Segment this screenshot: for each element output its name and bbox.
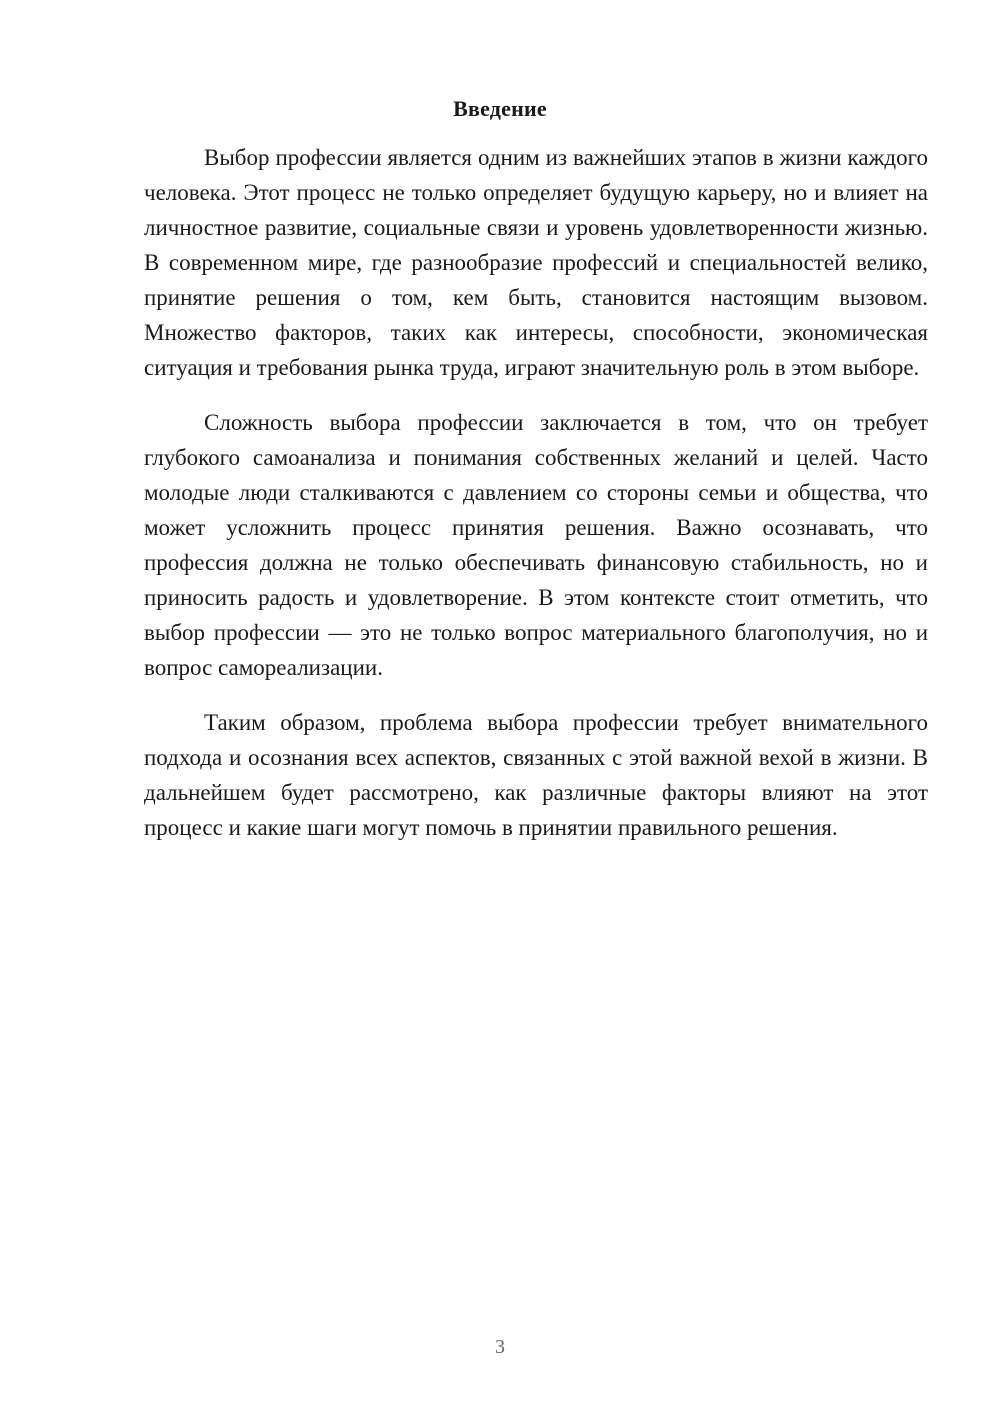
paragraph-3: Таким образом, проблема выбора профессии требует внимательного подхода и осознания всех аспектов, связанных с этой важной вехой в жизни. В дальнейшем будет рассмотрено, как различные факторы влияют на этот процесс и какие шаги могут помочь в принятии правильного решения. <box>144 710 928 840</box>
section-title: Введение <box>453 96 547 121</box>
paragraph-1: Выбор профессии является одним из важнейших этапов в жизни каждого человека. Этот процесс не только определяет будущую карьеру, но и влияет на личностное развитие, социальные связи и уровень удовлетворенности жизнью. В современном мире, где разнообразие профессий и специальностей велико, принятие решения о том, кем быть, становится настоящим вызовом. Множество факторов, таких как интересы, способности, экономическая ситуация и требования рынка труда, играют значительную роль в этом выборе. <box>144 145 928 380</box>
paragraph-2: Сложность выбора профессии заключается в том, что он требует глубокого самоанализа и понимания собственных желаний и целей. Часто молодые люди сталкиваются с давлением со стороны семьи и общества, что может усложнить процесс принятия решения. Важно осознавать, что профессия должна не только обеспечивать финансовую стабильность, но и приносить радость и удовлетворение. В этом контексте стоит отметить, что выбор профессии — это не только вопрос материального благополучия, но и вопрос самореализации. <box>144 410 928 680</box>
document-body <box>144 140 928 865</box>
page-number: 3 <box>495 1336 505 1358</box>
